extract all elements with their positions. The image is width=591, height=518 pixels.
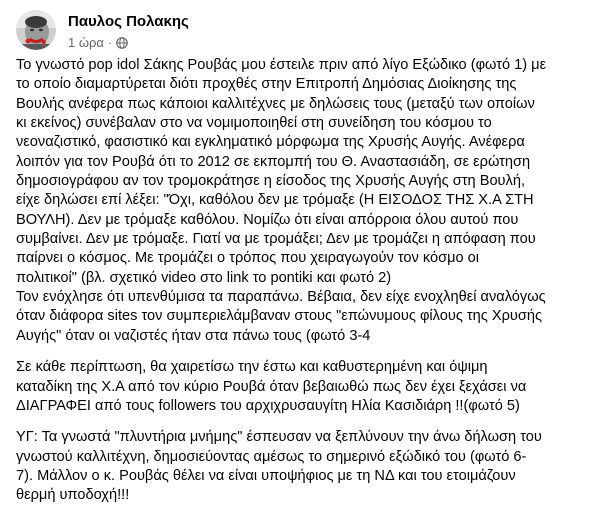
post-timestamp[interactable]: 1 ώρα [68,35,104,50]
text-line: λοιπόν για τον Ρουβά ότι το 2012 σε εκπομπή του Θ. Αναστασιάδη, σε ερώτηση [16,153,531,170]
text-line: πολιτικοί" (βλ. σχετικό video στο link το pontiki και φωτό 2) [16,269,392,286]
text-line: το οποίο διαμαρτύρεται διότι προχθές στην Επιτροπή Δημόσιας Διοίκησης της [16,76,517,93]
text-line: ΥΓ: Τα γνωστά "πλυντήρια μνήμης" έσπευσαν να ξεπλύνουν την άνω δήλωση του [16,429,542,446]
post-body [16,56,578,518]
post-meta [68,35,128,50]
avatar-portrait-image [16,10,56,50]
text-line: Σε κάθε περίπτωση, θα χαιρετίσω την έστω και καθυστερημένη και όψιμη [16,359,488,376]
text-line: Αυγής" όταν οι ναζιστές ήταν στα πάνω τους (φωτό 3-4 [16,327,371,344]
text-line: καταδίκη της Χ.Α από τον κύριο Ρουβά όταν βεβαιωθώ πως δεν έχει ξεχάσει να [16,378,527,395]
text-line: ΒΟΥΛΗ). Δεν με τρόμαξε καθόλου. Νομίζω ότι είναι απόρροια όλου αυτού που [16,211,519,228]
globe-icon[interactable] [116,37,128,49]
text-line: συμβαίνει. Δεν με τρόμαξε. Γιατί να με τρομάξει; Δεν με τρομάζει η απόφαση που [16,231,536,248]
post-paragraph-2 [16,358,578,416]
text-line: είχε δηλώσει επί λέξει: "Όχι, καθόλου δεν με τρόμαξε (Η ΕΙΣΟΔΟΣ ΤΗΣ Χ.Α ΣΤΗ [16,192,534,209]
meta-separator: · [107,35,113,50]
text-line: παίρνει ο κόσμος. Με τρομάζει ο τρόπος που χειραγωγούν τον κόσμο οι [16,250,480,267]
text-line: 7). Μάλλον ο κ. Ρουβάς θέλει να είναι υποψήφιος με τη ΝΔ και του ετοιμάζουν [16,467,516,484]
post-paragraph-1 [16,56,578,346]
author-name[interactable]: Παυλος Πολακης [68,13,189,30]
text-line: Τον ενόχλησε ότι υπενθύμισα τα παραπάνω. Βέβαια, δεν είχε ενοχληθεί αναλόγως [16,289,546,306]
text-line: νεοναζιστικό, φασιστικό και εγκληματικό μόρφωμα της Χρυσής Αυγής. Ανέφερα [16,134,525,151]
text-line: κι εκείνος) συνέβαλαν στο να νομιμοποιηθεί στη συνείδηση του κόσμου το [16,115,492,132]
text-line: γνωστού καλλιτέχνη, δημοσιεύοντας αμέσως το σημερινό εξώδικό του (φωτό 6- [16,448,527,465]
text-line: δημοσιογράφου αν τον τρομοκράτησε η είσοδος της Χρυσής Αυγής στη Βουλή, [16,173,526,190]
text-line: θερμή υποδοχή!!! [16,487,130,504]
text-line: ΔΙΑΓΡΑΦΕΙ από τους followers του αρχιχρυσαυγίτη Ηλία Κασιδιάρη !!(φωτό 5) [16,397,520,414]
text-line: όταν διάφορα sites τον συμπεριελάμβαναν στους "επώνυμους φίλους της Χρυσής [16,308,543,325]
text-line: Βουλής ανέφερα πως κάποιοι καλλιτέχνες με δηλώσεις τους (μεταξύ των οποίων [16,95,535,112]
avatar[interactable] [16,10,56,50]
post-paragraph-3 [16,428,578,505]
post-header [16,10,576,54]
text-line: Το γνωστό pop idol Σάκης Ρουβάς μου έστειλε πριν από λίγο Εξώδικο (φωτό 1) με [16,57,547,73]
